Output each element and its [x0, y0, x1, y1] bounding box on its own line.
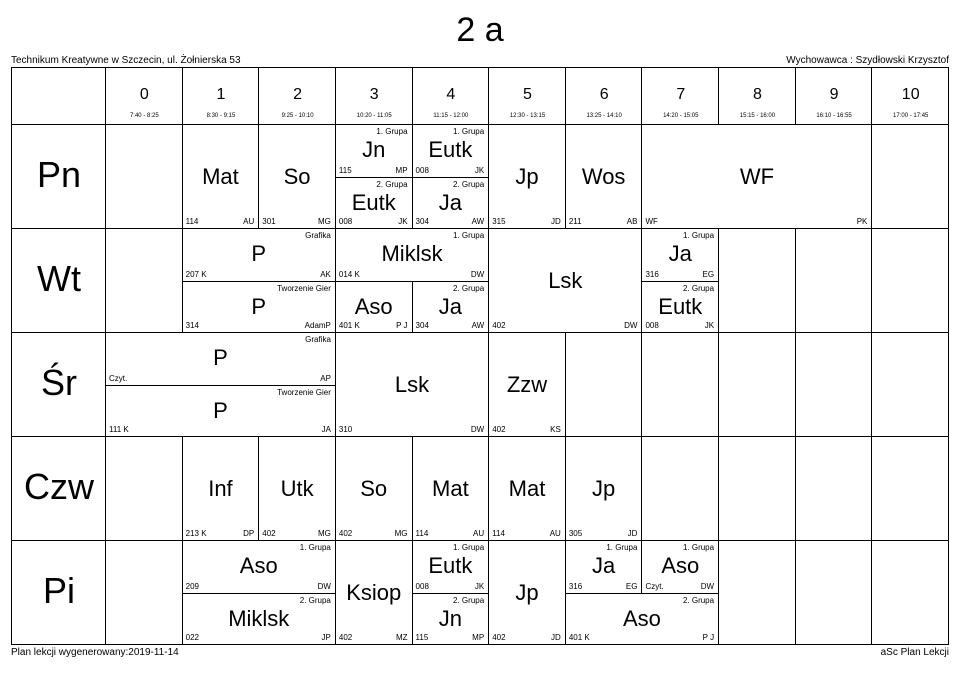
lesson-room: 008: [415, 582, 429, 591]
lesson-room: 402: [492, 425, 506, 434]
lesson-subject: Eutk: [351, 189, 396, 215]
lesson-teacher: MP: [395, 166, 408, 175]
lesson-teacher: MG: [318, 217, 331, 226]
lesson-teacher: MZ: [395, 633, 408, 642]
lesson-separator: [718, 541, 719, 594]
lesson-cell[interactable]: [336, 229, 488, 281]
lesson-group: 1. Grupa: [682, 231, 715, 240]
lesson-subject: Jp: [515, 163, 539, 189]
lesson-subject: Mat: [432, 475, 469, 501]
period-number: 5: [523, 86, 532, 103]
lesson-separator: [335, 125, 336, 178]
lesson-room: 310: [338, 425, 353, 434]
lesson-cell[interactable]: [183, 593, 335, 644]
lesson-room: 401 K: [338, 321, 360, 330]
lesson-teacher: JK: [474, 166, 485, 175]
lesson-separator: [641, 125, 642, 229]
lesson-room: 008: [415, 166, 429, 175]
period-time: 9:25 - 10:10: [281, 113, 314, 119]
lesson-teacher: DW: [470, 270, 485, 279]
lesson-cell[interactable]: [259, 125, 335, 228]
lesson-subject: P: [213, 345, 228, 370]
lesson-room: 301: [262, 217, 276, 226]
lesson-cell[interactable]: [489, 333, 565, 436]
period-number: 4: [446, 86, 456, 103]
lesson-group: Grafika: [305, 335, 331, 344]
lesson-cell[interactable]: [413, 541, 489, 593]
lesson-teacher: P J: [702, 633, 715, 642]
lesson-subject: Aso: [623, 605, 661, 631]
lesson-separator: [641, 541, 642, 594]
lesson-room: 304: [415, 321, 429, 330]
lesson-room: 008: [645, 321, 659, 330]
period-number: 1: [216, 86, 226, 103]
lesson-cell[interactable]: [183, 437, 259, 540]
lesson-subject: WF: [739, 163, 775, 189]
lesson-room: 213 K: [185, 529, 207, 538]
lesson-teacher: AW: [471, 217, 485, 226]
period-time: 10:20 - 11:05: [356, 113, 392, 119]
lesson-separator: [565, 333, 566, 437]
lesson-cell[interactable]: [489, 437, 565, 540]
timetable-grid: [11, 67, 949, 645]
lesson-separator: [182, 593, 183, 645]
period-number: 0: [139, 86, 149, 103]
period-number: 8: [752, 86, 762, 103]
day-label: Wt: [37, 258, 81, 299]
lesson-cell[interactable]: [413, 593, 489, 644]
lesson-subject: Jn: [438, 605, 462, 631]
lesson-separator: [412, 593, 413, 645]
lesson-subject: Jn: [362, 137, 386, 162]
lesson-subject: Lsk: [548, 267, 583, 293]
lesson-cell[interactable]: [413, 177, 489, 228]
lesson-cell[interactable]: [642, 229, 718, 281]
lesson-separator: [718, 229, 719, 282]
lesson-teacher: MP: [472, 633, 485, 642]
period-time: 11:15 - 12:00: [433, 113, 469, 119]
lesson-separator: [182, 229, 183, 282]
lesson-group: 2. Grupa: [682, 284, 715, 293]
lesson-subject: Mat: [508, 475, 546, 501]
lesson-separator: [641, 281, 642, 333]
lesson-group: 1. Grupa: [299, 543, 331, 552]
period-time: 13:25 - 14:10: [586, 113, 622, 119]
lesson-room: 008: [338, 217, 353, 226]
lesson-teacher: P J: [396, 321, 408, 330]
lesson-group: 1. Grupa: [453, 543, 485, 552]
lesson-separator: [412, 125, 413, 178]
lesson-teacher: AU: [473, 529, 485, 538]
lesson-teacher: KS: [550, 425, 561, 434]
lesson-room: WF: [645, 217, 658, 226]
lesson-room: 115: [338, 166, 352, 175]
lesson-cell[interactable]: [413, 125, 489, 177]
lesson-subject: Aso: [354, 293, 393, 319]
lesson-separator: [488, 541, 489, 645]
lesson-cell[interactable]: [259, 437, 335, 540]
lesson-separator: [565, 541, 566, 594]
day-label: Śr: [41, 362, 77, 403]
lesson-separator: [412, 437, 413, 541]
lesson-subject: Eutk: [428, 553, 473, 578]
lesson-room: 304: [415, 217, 429, 226]
lesson-cell[interactable]: [336, 437, 412, 540]
generated-date: Plan lekcji wygenerowany:2019-11-14: [11, 647, 179, 658]
lesson-cell[interactable]: [489, 541, 565, 644]
lesson-cell[interactable]: [183, 125, 259, 228]
lesson-subject: P: [251, 293, 267, 319]
lesson-separator: [182, 281, 183, 333]
lesson-teacher: DW: [700, 582, 715, 591]
lesson-room: 316: [568, 582, 583, 591]
lesson-separator: [565, 437, 566, 541]
lesson-teacher: AU: [243, 217, 255, 226]
lesson-cell[interactable]: [642, 125, 871, 228]
lesson-separator: [182, 541, 183, 594]
lesson-room: Czyt.: [109, 374, 128, 383]
page-title: 2 a: [456, 11, 504, 49]
lesson-group: 1. Grupa: [682, 543, 715, 552]
lesson-teacher: DP: [243, 529, 255, 538]
lesson-subject: Miklsk: [381, 241, 443, 266]
lesson-group: Tworzenie Gier: [277, 388, 331, 397]
lesson-room: 402: [492, 321, 506, 330]
lesson-cell[interactable]: [413, 437, 489, 540]
lesson-cell[interactable]: [642, 541, 718, 593]
lesson-teacher: MG: [318, 529, 331, 538]
lesson-cell[interactable]: [336, 281, 412, 332]
lesson-teacher: EG: [702, 270, 715, 279]
lesson-cell[interactable]: [183, 281, 335, 332]
lesson-room: 114: [415, 529, 429, 538]
lesson-subject: Ja: [592, 553, 616, 578]
lesson-separator: [335, 281, 336, 333]
lesson-teacher: JK: [704, 321, 715, 330]
lesson-subject: Eutk: [658, 293, 703, 319]
lesson-group: 2. Grupa: [453, 284, 485, 293]
lesson-cell[interactable]: [566, 541, 642, 593]
lesson-teacher: DW: [317, 582, 331, 591]
lesson-separator: [871, 125, 872, 229]
lesson-room: 401 K: [568, 633, 590, 642]
lesson-separator: [565, 125, 566, 229]
lesson-cell[interactable]: [106, 385, 335, 436]
lesson-room: 022: [185, 633, 199, 642]
lesson-room: 014 K: [338, 270, 360, 279]
lesson-separator: [105, 385, 106, 437]
lesson-teacher: JP: [321, 633, 331, 642]
lesson-separator: [412, 541, 413, 594]
lesson-separator: [258, 125, 259, 229]
period-number: 10: [901, 86, 920, 103]
lesson-teacher: JD: [551, 217, 561, 226]
lesson-subject: So: [360, 475, 388, 501]
lesson-teacher: AK: [320, 270, 331, 279]
lesson-subject: P: [213, 397, 228, 423]
lesson-teacher: AU: [549, 529, 561, 538]
lesson-subject: Mat: [202, 163, 239, 189]
lesson-teacher: JD: [627, 529, 638, 538]
lesson-separator: [335, 333, 336, 437]
lesson-group: 2. Grupa: [682, 596, 715, 605]
lesson-subject: Miklsk: [228, 605, 290, 631]
lesson-subject: So: [283, 163, 311, 189]
lesson-room: 115: [415, 633, 429, 642]
lesson-teacher: AW: [471, 321, 485, 330]
lesson-room: 114: [185, 217, 199, 226]
lesson-teacher: JD: [551, 633, 561, 642]
lesson-separator: [565, 593, 566, 645]
lesson-cell[interactable]: [489, 229, 641, 332]
lesson-teacher: AB: [626, 217, 638, 226]
period-time: 15:15 - 16:00: [739, 113, 776, 119]
lesson-room: 209: [185, 582, 199, 591]
lesson-cell[interactable]: [183, 541, 335, 593]
lesson-group: 2. Grupa: [376, 180, 408, 189]
lesson-teacher: MG: [394, 529, 408, 538]
lesson-group: 2. Grupa: [453, 596, 485, 605]
lesson-room: 111 K: [109, 425, 129, 434]
lesson-separator: [258, 437, 259, 541]
lesson-cell[interactable]: [336, 177, 412, 228]
lesson-room: 207 K: [185, 270, 207, 279]
lesson-separator: [488, 125, 489, 229]
lesson-cell[interactable]: [566, 125, 642, 228]
lesson-cell[interactable]: [642, 281, 718, 332]
lesson-room: 402: [338, 633, 353, 642]
lesson-cell[interactable]: [566, 437, 642, 540]
lesson-group: Tworzenie Gier: [277, 284, 331, 293]
lesson-teacher: JK: [398, 217, 408, 226]
lesson-separator: [335, 177, 336, 229]
day-label: Pi: [42, 570, 75, 611]
lesson-teacher: AdamP: [304, 321, 331, 330]
lesson-cell[interactable]: [106, 333, 335, 385]
day-label: Pn: [36, 154, 82, 195]
lesson-separator: [412, 281, 413, 333]
lesson-teacher: AP: [320, 374, 331, 383]
lesson-separator: [105, 333, 106, 386]
lesson-room: 211: [568, 217, 582, 226]
lesson-subject: Zzw: [506, 371, 548, 397]
lesson-teacher: DW: [470, 425, 485, 434]
day-label: Czw: [24, 466, 94, 507]
lesson-subject: P: [251, 241, 267, 266]
lesson-group: 1. Grupa: [376, 127, 408, 136]
lesson-group: 1. Grupa: [453, 127, 485, 136]
period-time: 7:40 - 8:25: [129, 113, 159, 119]
lesson-group: Grafika: [305, 231, 331, 240]
lesson-subject: Jp: [592, 475, 616, 501]
lesson-subject: Inf: [208, 475, 233, 501]
lesson-separator: [335, 541, 336, 645]
class-teacher: Wychowawca : Szydłowski Krzysztof: [786, 55, 949, 66]
lesson-separator: [488, 229, 489, 333]
period-number: 9: [829, 86, 839, 103]
lesson-subject: Ksiop: [346, 579, 402, 605]
lesson-teacher: JA: [321, 425, 331, 434]
lesson-group: 1. Grupa: [606, 543, 638, 552]
lesson-room: 402: [262, 529, 276, 538]
lesson-separator: [718, 281, 719, 333]
period-time: 16:10 - 16:55: [816, 113, 852, 119]
lesson-teacher: JK: [474, 582, 485, 591]
lesson-separator: [488, 437, 489, 541]
school-name: Technikum Kreatywne w Szczecin, ul. Żołnierska 53: [11, 55, 241, 66]
lesson-teacher: PK: [856, 217, 868, 226]
lesson-subject: Utk: [280, 475, 314, 501]
lesson-subject: Ja: [438, 189, 462, 215]
lesson-separator: [335, 437, 336, 541]
lesson-group: 1. Grupa: [453, 231, 485, 240]
lesson-subject: Jp: [515, 579, 539, 605]
lesson-subject: Aso: [661, 553, 700, 578]
lesson-separator: [641, 437, 642, 541]
lesson-cell[interactable]: [413, 281, 489, 332]
lesson-subject: Ja: [438, 293, 462, 319]
lesson-teacher: EG: [625, 582, 638, 591]
lesson-separator: [488, 333, 489, 437]
period-time: 14:20 - 15:05: [663, 113, 699, 119]
lesson-subject: Lsk: [394, 371, 430, 397]
lesson-subject: Wos: [581, 163, 626, 189]
lesson-subject: Ja: [668, 241, 692, 266]
lesson-separator: [182, 437, 183, 541]
lesson-room: Czyt.: [645, 582, 664, 591]
period-time: 17:00 - 17:45: [893, 113, 929, 119]
lesson-teacher: DW: [624, 321, 638, 330]
lesson-group: 2. Grupa: [299, 596, 331, 605]
lesson-room: 305: [568, 529, 583, 538]
lesson-separator: [182, 125, 183, 229]
lesson-separator: [412, 177, 413, 229]
lesson-cell[interactable]: [336, 333, 488, 436]
lesson-cell[interactable]: [183, 229, 335, 281]
lesson-cell[interactable]: [489, 125, 565, 228]
lesson-room: 402: [338, 529, 353, 538]
lesson-separator: [335, 229, 336, 282]
period-time: 12:30 - 13:15: [509, 113, 546, 119]
period-number: 3: [369, 86, 379, 103]
lesson-cell[interactable]: [566, 593, 718, 644]
lesson-room: 314: [185, 321, 199, 330]
lesson-group: 2. Grupa: [453, 180, 485, 189]
lesson-separator: [718, 593, 719, 645]
app-credit: aSc Plan Lekcji: [880, 647, 949, 658]
lesson-cell[interactable]: [336, 125, 412, 177]
lesson-room: 114: [492, 529, 505, 538]
lesson-subject: Aso: [239, 553, 278, 578]
period-time: 8:30 - 9:15: [206, 113, 236, 119]
lesson-room: 402: [492, 633, 506, 642]
lesson-separator: [641, 229, 642, 282]
lesson-subject: Eutk: [428, 137, 473, 162]
period-number: 2: [293, 86, 303, 103]
period-number: 6: [599, 86, 609, 103]
lesson-room: 315: [492, 217, 506, 226]
lesson-room: 316: [645, 270, 659, 279]
period-number: 7: [676, 86, 686, 103]
lesson-cell[interactable]: [336, 541, 412, 644]
